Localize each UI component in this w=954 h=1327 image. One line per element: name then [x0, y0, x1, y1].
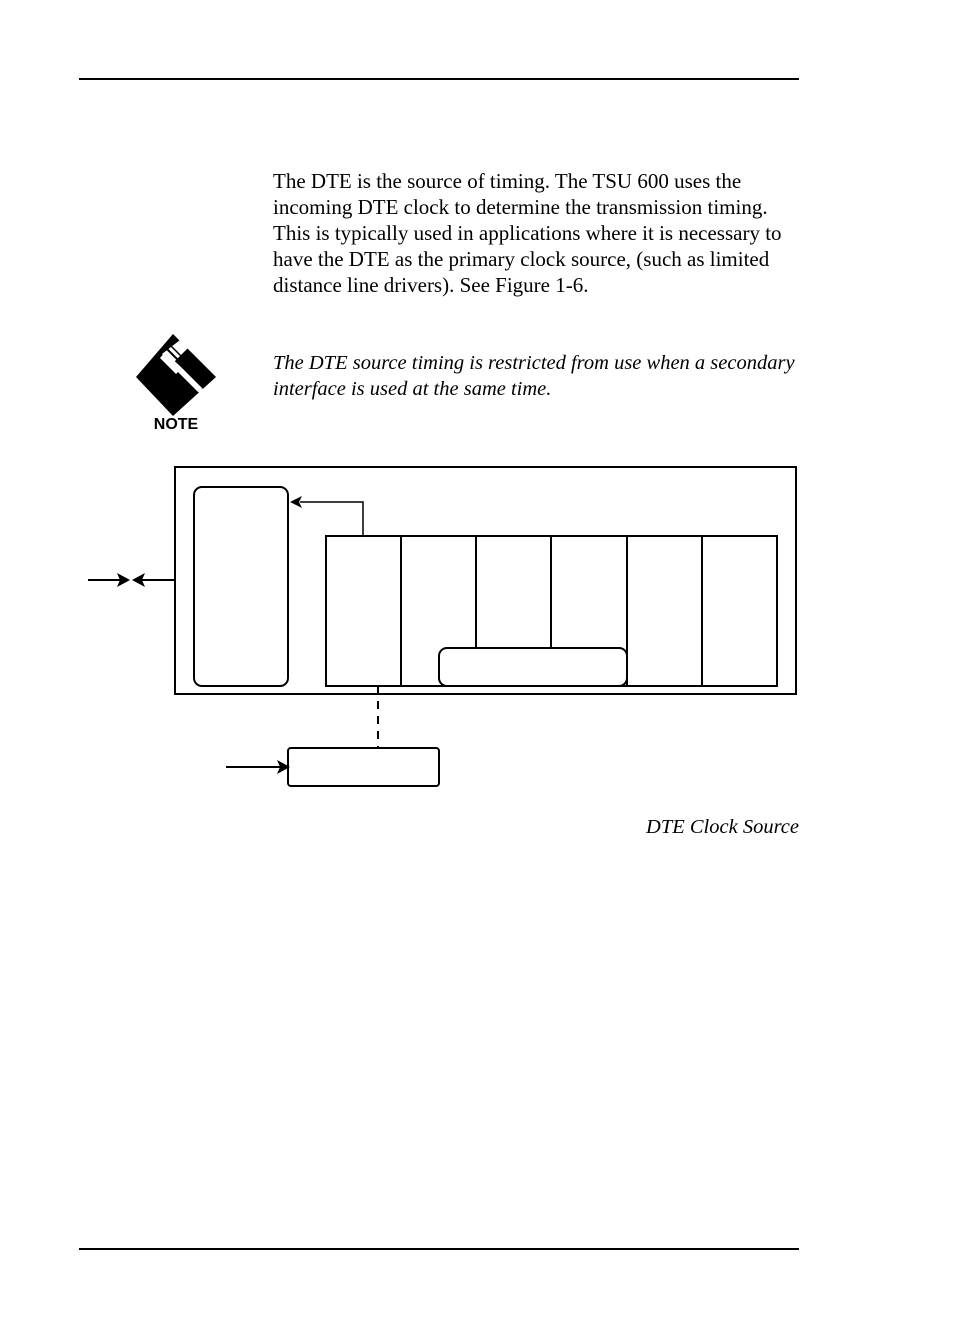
note-hand-icon	[132, 330, 222, 434]
header-rule	[79, 78, 799, 80]
left-in-arrowhead	[117, 573, 130, 587]
note-text: The DTE source timing is restricted from use when a secondary interface is used at the same time.	[273, 352, 795, 400]
interface-module	[194, 487, 288, 686]
clock-feedback-line	[300, 502, 363, 536]
footer-rule	[79, 1248, 799, 1250]
slot-rack	[326, 536, 777, 686]
dte-box	[288, 748, 439, 786]
body-paragraph: The DTE is the source of timing. The TSU 600 uses the incoming DTE clock to determine the transmission timing. This is typically used in applications where it is necessary to have the DTE as the primary clock source, (such as limited distance line drivers). See Figure 1-6.	[273, 169, 782, 297]
left-out-arrowhead	[132, 573, 145, 587]
dte-input-arrowhead	[277, 760, 290, 774]
note-label: NOTE	[153, 416, 199, 433]
bus-module	[439, 648, 627, 686]
clock-feedback-arrowhead	[290, 496, 302, 508]
figure-caption: DTE Clock Source	[646, 816, 799, 838]
unit-outline	[175, 467, 796, 694]
